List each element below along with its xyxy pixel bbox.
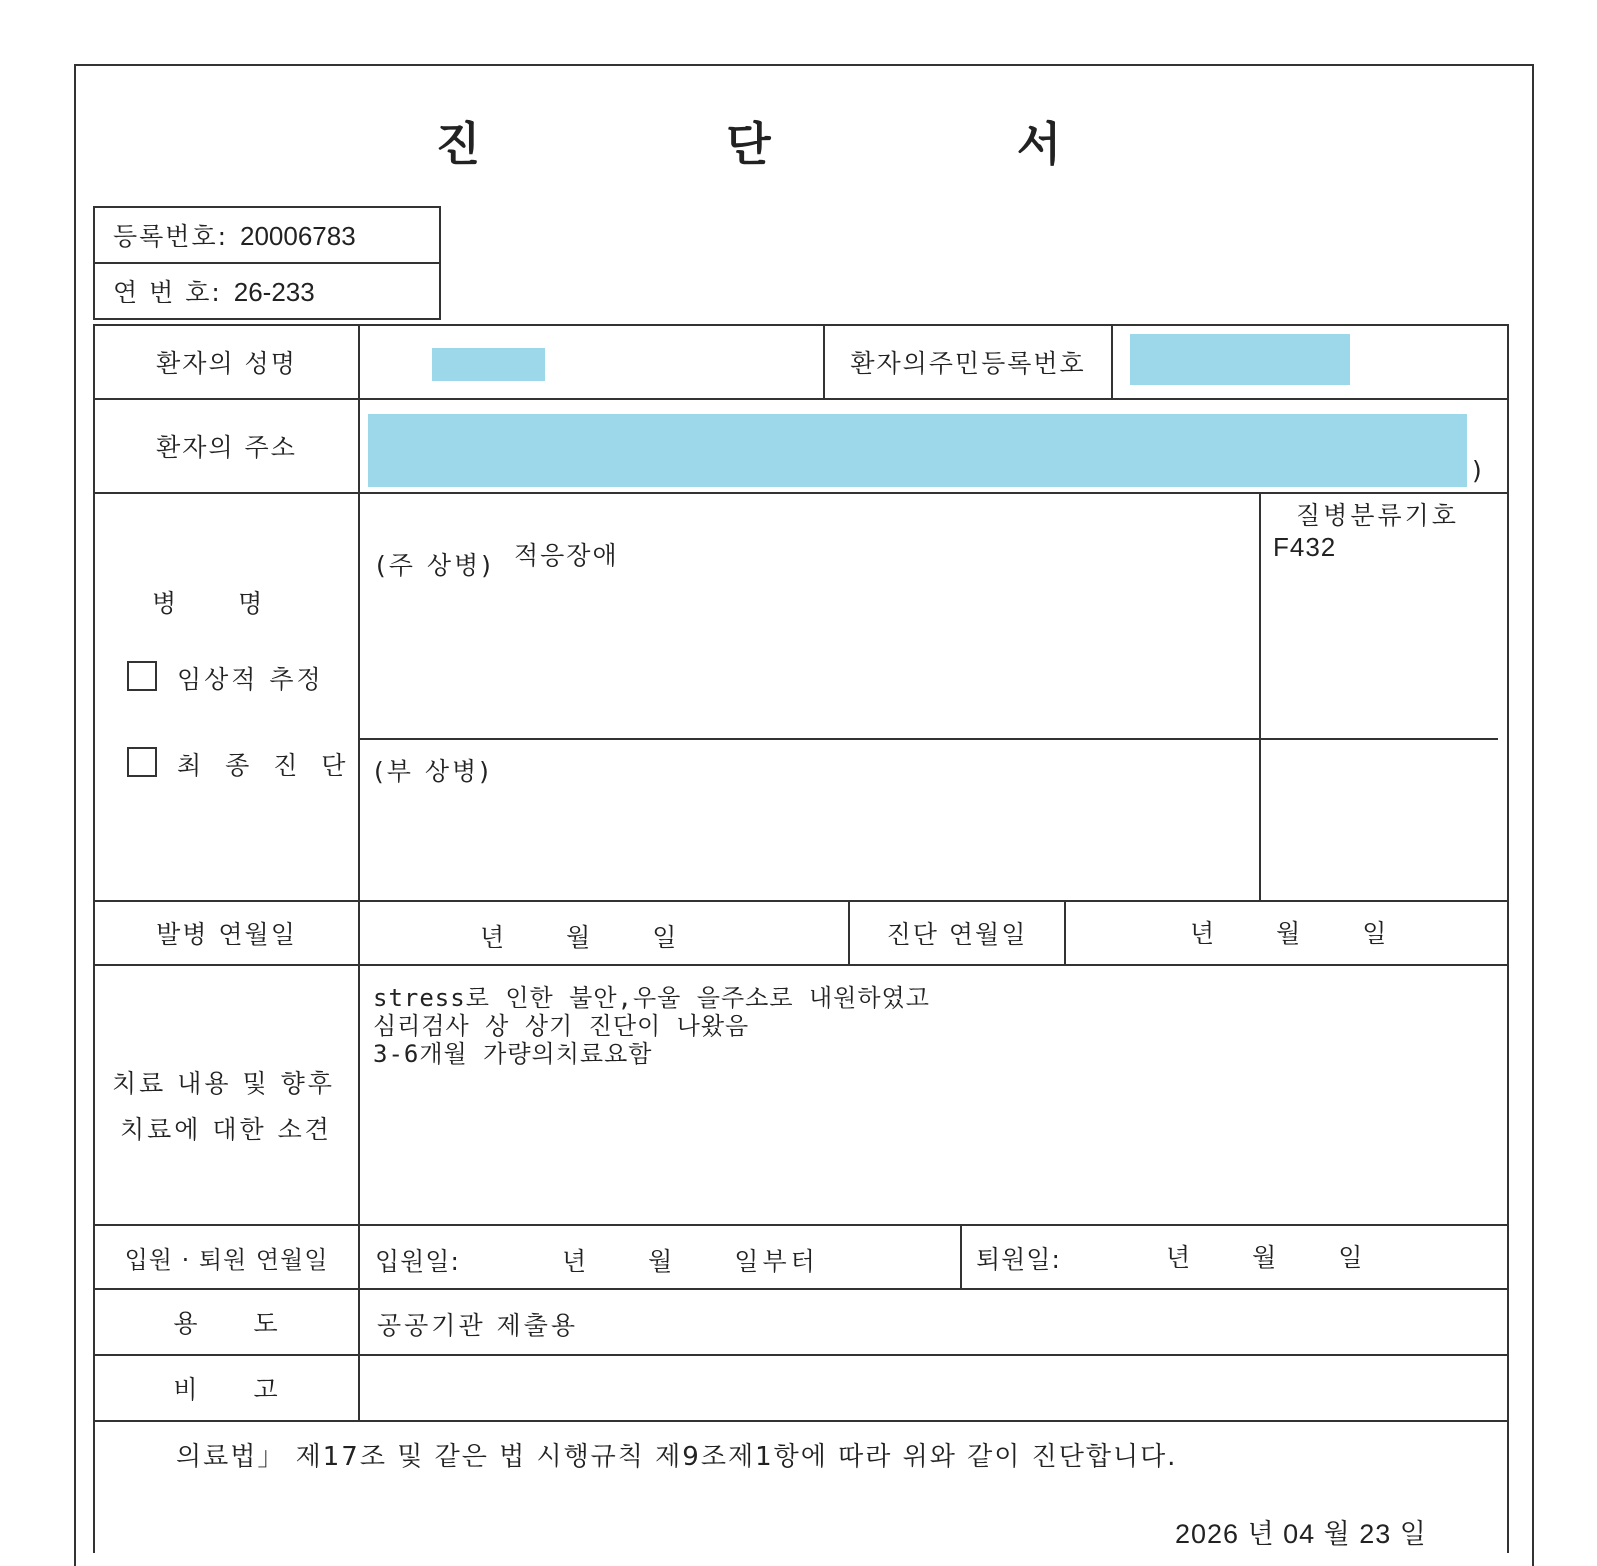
cell-divider <box>1111 324 1113 398</box>
legal-statement: 의료법」 제17조 및 같은 법 시행규칙 제9조제1항에 따라 위와 같이 진단합니다. <box>176 1442 1178 1472</box>
serial-number-value: 26-233 <box>233 277 315 307</box>
issue-date: 2026 년 04 월 23 일 <box>1175 1519 1427 1549</box>
registration-number-value: 20006783 <box>239 221 356 251</box>
clinical-estimate-checkbox[interactable] <box>127 661 157 691</box>
secondary-diagnosis-label: (부 상병) <box>374 757 492 786</box>
redacted-patient-rrn <box>1130 334 1350 385</box>
patient-rrn-label: 환자의주민등록번호 <box>850 349 1086 378</box>
registration-box <box>93 206 441 320</box>
disease-code-label: 질병분류기호 <box>1296 501 1459 530</box>
treatment-line: 3-6개월 가량의치료요함 <box>373 1040 653 1068</box>
label-column-divider <box>358 324 360 1422</box>
patient-name-label: 환자의 성명 <box>156 349 297 378</box>
registration-number-row <box>95 208 439 264</box>
purpose-label: 용 도 <box>173 1309 280 1338</box>
treatment-label-line1: 치료 내용 및 향후 <box>112 1069 335 1098</box>
diagnosis-date-label: 진단 연월일 <box>886 920 1028 949</box>
code-column-divider <box>1259 492 1261 900</box>
treatment-line: stress로 인한 불안,우울 을주소로 내원하였고 <box>373 984 930 1012</box>
patient-address-label: 환자의 주소 <box>156 433 297 462</box>
treatment-line: 심리검사 상 상기 진단이 나왔음 <box>373 1012 750 1040</box>
onset-date-label: 발병 연월일 <box>156 920 297 949</box>
document-title: 진 단 서 <box>435 117 1162 171</box>
onset-date-value: 년 월 일 <box>480 923 681 952</box>
primary-diagnosis-value: 적응장애 <box>514 541 619 570</box>
remarks-label: 비 고 <box>173 1375 280 1404</box>
redacted-patient-name <box>432 348 545 381</box>
discharge-date-value: 년 월 일 <box>1166 1243 1367 1272</box>
final-diagnosis-label: 최 종 진 단 <box>177 751 354 780</box>
address-closing-paren: ) <box>1472 456 1483 485</box>
admission-label: 입원 · 퇴원 연월일 <box>124 1245 329 1274</box>
table-right-border <box>1507 324 1509 1553</box>
registration-number-label: 등록번호: <box>113 222 229 251</box>
diagnosis-section-label: 병 명 <box>152 589 267 618</box>
cell-divider <box>960 1224 962 1288</box>
treatment-label-line2: 치료에 대한 소견 <box>120 1115 332 1144</box>
row-divider <box>93 964 1509 966</box>
diagnosis-date-value: 년 월 일 <box>1190 919 1391 948</box>
purpose-value: 공공기관 제출용 <box>377 1311 578 1340</box>
cell-divider <box>1064 900 1066 964</box>
primary-secondary-divider <box>360 738 1498 740</box>
serial-number-label: 연 번 호: <box>113 278 222 307</box>
row-divider <box>93 1420 1509 1422</box>
admission-date-label: 입원일: <box>375 1247 460 1276</box>
primary-diagnosis-label: (주 상병) <box>376 551 494 580</box>
disease-code-value: F432 <box>1273 532 1337 562</box>
final-diagnosis-checkbox[interactable] <box>127 747 157 777</box>
serial-number-row <box>95 264 439 320</box>
clinical-estimate-label: 임상적 추정 <box>177 665 324 694</box>
row-divider <box>93 492 1509 494</box>
redacted-patient-address <box>368 414 1467 487</box>
discharge-date-label: 퇴원일: <box>976 1245 1061 1274</box>
admission-date-value: 년 월 일부터 <box>562 1247 819 1276</box>
